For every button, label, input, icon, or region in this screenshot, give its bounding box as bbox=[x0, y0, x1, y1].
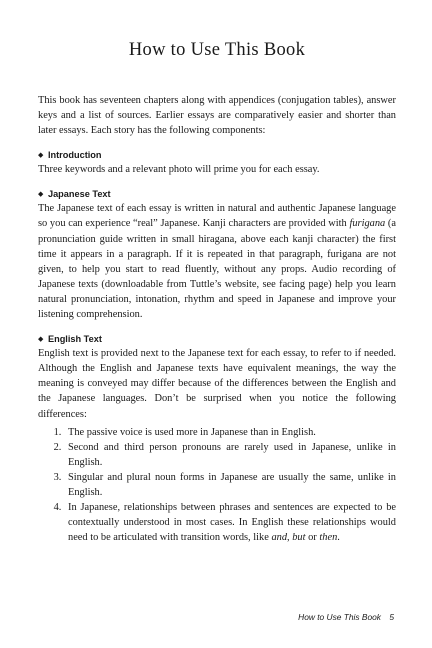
differences-list bbox=[38, 425, 396, 546]
page-title: How to Use This Book bbox=[128, 40, 306, 60]
separator: , bbox=[287, 532, 293, 544]
section-body-japanese-text bbox=[38, 201, 396, 322]
body-text: (a pronunciation guide written in small hiragana, above each kanji character) the first time it appears in a paragraph. If it is repeated in that paragraph, furigana are not given, to help you start to read fluently, without any props. Audio recording of Japanese texts (downloadable from Tuttle’s website, see facing page) help you learn natural pronunciation, intonation, rhythm and speed in Japanese and improve your listening comprehension. bbox=[38, 218, 396, 321]
list-item-text: . bbox=[337, 532, 340, 544]
running-title: How to Use This Book bbox=[298, 612, 381, 622]
emphasis-then: then bbox=[319, 532, 338, 544]
page-footer bbox=[298, 612, 394, 622]
furigana-term: furigana bbox=[349, 218, 386, 230]
diamond-bullet-icon: ◆ bbox=[38, 191, 44, 199]
list-item: 3. Singular and plural noun forms in Japanese are usually the same, unlike in English. bbox=[64, 470, 396, 500]
section-heading-label: Introduction bbox=[47, 150, 102, 161]
list-item-text: In Japanese, relationships between phrases and sentences are expected to be contextually understood in most cases. In English these relationships would need to be articulated with transition words, like bbox=[68, 502, 396, 544]
list-item bbox=[64, 500, 396, 545]
section-heading-introduction bbox=[38, 149, 396, 162]
section-heading-english-text bbox=[38, 333, 396, 346]
separator: or bbox=[305, 532, 320, 544]
diamond-bullet-icon: ◆ bbox=[38, 336, 44, 344]
intro-paragraph: This book has seventeen chapters along with appendices (conjugation tables), answer keys and a list of sources. Earlier essays are comparatively easier and shorter than later essays. Each story has the following components: bbox=[38, 95, 396, 137]
body-text: The Japanese text of each essay is written in natural and authentic Japanese language so you can experience “real” Japanese. Kanji characters are provided with bbox=[38, 203, 396, 230]
section-body-introduction: Three keywords and a relevant photo will prime you for each essay. bbox=[38, 164, 320, 176]
section-heading-label: English Text bbox=[47, 334, 102, 345]
diamond-bullet-icon: ◆ bbox=[38, 152, 44, 160]
emphasis-but: but bbox=[292, 532, 306, 544]
section-body-english-text: English text is provided next to the Japanese text for each essay, to refer to if needed. Although the English and Japanese texts have equivalent meanings, the way the meaning is conveyed may differ because of the differences between the English and the Japanese languages. Don’t be surprised when you notice the following differences: bbox=[38, 348, 396, 420]
page-content bbox=[38, 93, 396, 545]
list-item: 2. Second and third person pronouns are rarely used in Japanese, unlike in English. bbox=[64, 440, 396, 470]
page-number: 5 bbox=[389, 612, 394, 622]
list-item: 1. The passive voice is used more in Japanese than in English. bbox=[64, 425, 396, 440]
section-heading-japanese-text bbox=[38, 188, 396, 201]
section-heading-label: Japanese Text bbox=[47, 189, 111, 200]
emphasis-and: and bbox=[271, 532, 288, 544]
